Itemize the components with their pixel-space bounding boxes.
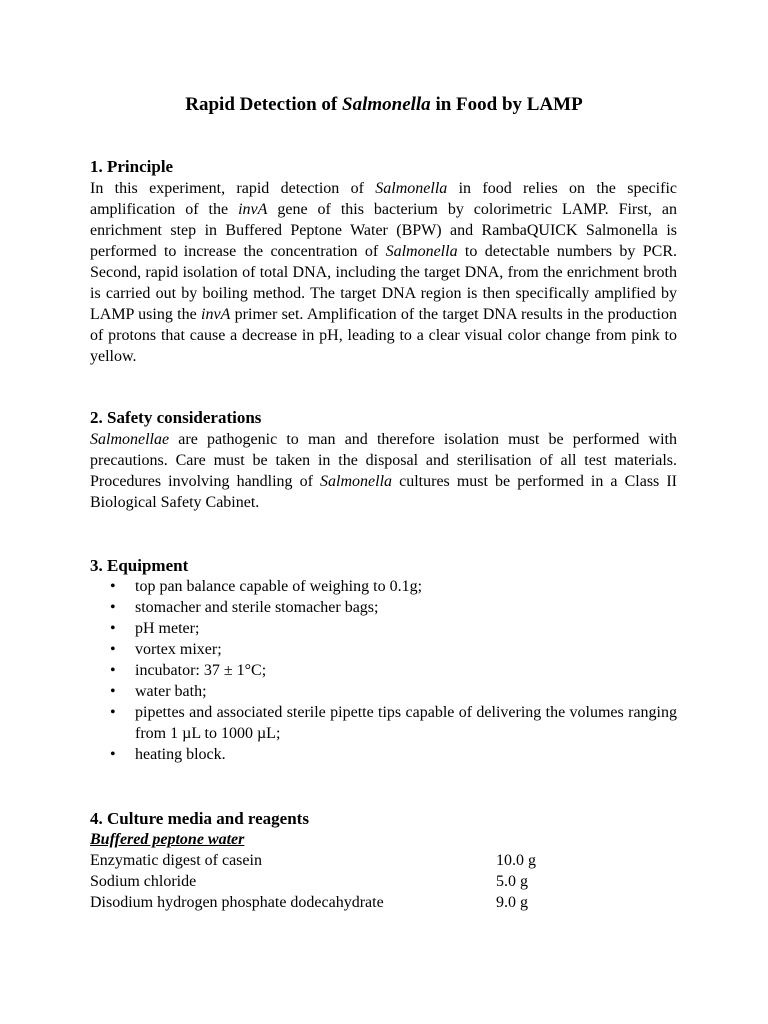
bullet-icon: • [110, 641, 116, 658]
principle-paragraph [90, 178, 677, 367]
bullet-icon: • [110, 662, 116, 679]
list-item [90, 744, 677, 765]
list-item [90, 660, 677, 681]
list-item [90, 618, 677, 639]
bullet-icon: • [110, 704, 116, 721]
principle-text-3: gene of this bacterium by colorimetric LAMP. First, an enrichment step in Buffered Peptone Water (BPW) and RambaQUICK Salmonella is performed to increase the concentration of [90, 201, 677, 260]
principle-text-4: to detectable numbers by PCR. Second, rapid isolation of total DNA, including the target DNA, from the enrichment broth is carried out by boiling method. The target DNA region is then specifically amplified by LAMP using the [90, 243, 677, 323]
media-heading: 4. Culture media and reagents [90, 809, 309, 828]
list-item-text: incubator: 37 ± 1°C; [135, 662, 267, 679]
bullet-icon: • [110, 746, 116, 763]
table-row [90, 871, 650, 892]
list-item [90, 702, 677, 744]
list-item-text: stomacher and sterile stomacher bags; [135, 599, 379, 616]
list-item-text: vortex mixer; [135, 641, 222, 658]
document-title [0, 93, 768, 117]
principle-italic-4: invA [201, 306, 231, 323]
safety-heading: 2. Safety considerations [90, 408, 262, 427]
list-item-text: heating block. [135, 746, 226, 763]
title-suffix: in Food by LAMP [430, 94, 583, 115]
list-item [90, 639, 677, 660]
safety-italic-1: Salmonellae [90, 431, 170, 448]
reagent-amount: 5.0 g [496, 873, 528, 890]
list-item-text: water bath; [135, 683, 207, 700]
list-item-text: pH meter; [135, 620, 200, 637]
safety-text-2: cultures must be performed in a Class II Biological Safety Cabinet. [90, 473, 678, 511]
title-prefix: Rapid Detection of [185, 94, 342, 115]
table-row [90, 892, 650, 913]
principle-text-5: primer set. Amplification of the target DNA results in the production of protons that cause a decrease in pH, leading to a clear visual color change from pink to yellow. [90, 306, 678, 365]
principle-heading: 1. Principle [90, 157, 174, 176]
reagent-name: Sodium chloride [90, 873, 197, 890]
safety-paragraph [90, 429, 677, 513]
list-item-text: top pan balance capable of weighing to 0.1g; [135, 578, 423, 595]
safety-text-1: are pathogenic to man and therefore isolation must be performed with precautions. Care must be taken in the disposal and sterilisation of all test materials. Procedures involving handling of [90, 431, 677, 490]
principle-text-1: In this experiment, rapid detection of [90, 180, 376, 197]
reagent-amount: 10.0 g [496, 852, 536, 869]
equipment-list [90, 576, 677, 765]
bullet-icon: • [110, 578, 116, 595]
principle-text-2: in food relies on the specific amplification of the [90, 180, 677, 218]
list-item [90, 597, 677, 618]
principle-italic-3: Salmonella [385, 243, 458, 260]
list-item [90, 576, 677, 597]
bullet-icon: • [110, 599, 116, 616]
bullet-icon: • [110, 683, 116, 700]
list-item [90, 681, 677, 702]
equipment-heading: 3. Equipment [90, 556, 189, 575]
bullet-icon: • [110, 620, 116, 637]
media-subheading: Buffered peptone water [90, 831, 245, 848]
reagent-name: Disodium hydrogen phosphate dodecahydrate [90, 894, 384, 911]
table-row [90, 850, 650, 871]
reagent-table [90, 850, 650, 913]
principle-italic-1: Salmonella [375, 180, 448, 197]
principle-italic-2: invA [238, 201, 268, 218]
safety-italic-2: Salmonella [320, 473, 393, 490]
list-item-text: pipettes and associated sterile pipette tips capable of delivering the volumes ranging from 1 µL to 1000 µL; [135, 704, 677, 742]
reagent-amount: 9.0 g [496, 894, 528, 911]
title-italic-organism: Salmonella [342, 94, 431, 115]
reagent-name: Enzymatic digest of casein [90, 852, 262, 869]
